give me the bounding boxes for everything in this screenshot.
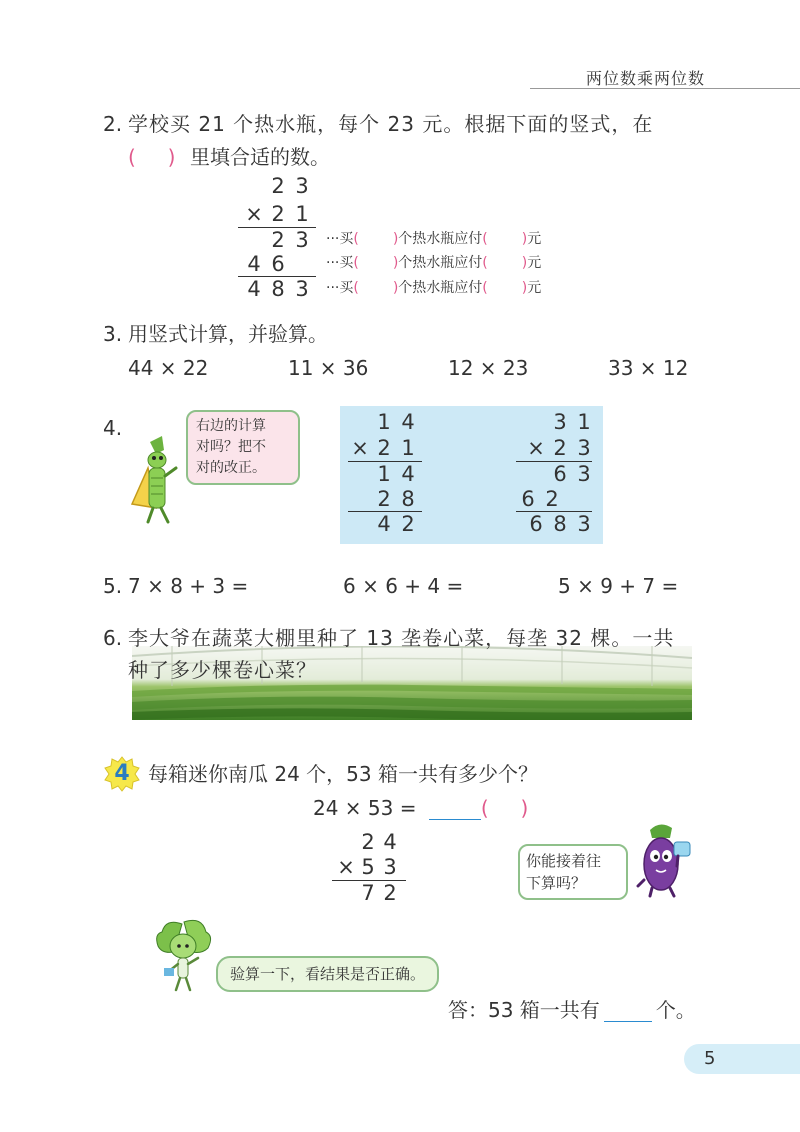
- answer-suffix: 个。: [655, 998, 696, 1022]
- page-number: 5: [704, 1048, 716, 1069]
- digit: 2: [545, 487, 559, 511]
- q3-number: 3.: [103, 322, 123, 346]
- digit: 4: [247, 252, 261, 276]
- digit: 3: [295, 277, 309, 301]
- q5-expr: 6 × 6 + 4 =: [343, 574, 464, 598]
- paren-left: (: [353, 255, 359, 271]
- example-badge-number: 4: [114, 761, 130, 786]
- note-buy: 买: [339, 280, 354, 296]
- q2-note-row: [326, 230, 541, 248]
- ex4-eq-text: 24 × 53 =: [313, 796, 417, 820]
- digit: 1: [377, 410, 391, 434]
- note-mid: 个热水瓶应付: [398, 280, 483, 296]
- header-title: 两位数乘两位数: [586, 69, 706, 88]
- q3-expr: 12 × 23: [448, 356, 529, 380]
- ex4-text: 每箱迷你南瓜 24 个，53 箱一共有多少个？: [148, 762, 538, 786]
- bubble-line: 下算吗？: [526, 874, 587, 892]
- digit: 6: [521, 487, 535, 511]
- q3-expr: 11 × 36: [288, 356, 369, 380]
- digit: 1: [377, 462, 391, 486]
- q2-line1: 学校买 21 个热水瓶，每个 23 元。根据下面的竖式，在: [128, 112, 654, 136]
- eggplant-character-icon: [630, 820, 700, 900]
- digit: 2: [271, 202, 285, 226]
- q3-text: 用竖式计算，并验算。: [128, 322, 328, 346]
- paren-left: (: [353, 280, 359, 296]
- q2-number: 2.: [103, 112, 123, 136]
- digit: 8: [553, 512, 567, 536]
- digit: 3: [577, 462, 591, 486]
- digit: 4: [383, 830, 397, 854]
- ex4-paren: ( ): [480, 796, 529, 820]
- digit: 2: [377, 487, 391, 511]
- note-yuan: 元: [527, 231, 542, 247]
- digit: 3: [295, 174, 309, 198]
- digit: 3: [553, 410, 567, 434]
- paren-right: ): [521, 255, 528, 271]
- digit: 2: [271, 228, 285, 252]
- ex4-equation: [313, 796, 528, 820]
- cabbage-character-icon: [152, 918, 216, 992]
- note-yuan: 元: [527, 255, 542, 271]
- paren-right: ): [392, 255, 399, 271]
- digit: 2: [383, 881, 397, 905]
- digit: 4: [377, 512, 391, 536]
- digit: 3: [295, 228, 309, 252]
- times-sign: ×: [337, 855, 355, 879]
- digit: 2: [377, 436, 391, 460]
- digit: 1: [401, 436, 415, 460]
- note-mid: 个热水瓶应付: [398, 255, 483, 271]
- q5-expr: 5 × 9 + 7 =: [558, 574, 679, 598]
- digit: 3: [577, 436, 591, 460]
- bubble-line: 对吗？把不: [196, 439, 266, 455]
- q2-vertical-calc: [230, 172, 330, 302]
- paren-left: (: [482, 231, 488, 247]
- digit: 7: [361, 881, 375, 905]
- digit: 1: [577, 410, 591, 434]
- digit: 2: [553, 436, 567, 460]
- q2-note-row: [326, 279, 541, 297]
- dots: ···: [326, 255, 340, 271]
- digit: 6: [553, 462, 567, 486]
- ex4-bottom-bubble: 验算一下，看结果是否正确。: [216, 956, 439, 992]
- q2-line2: 里填合适的数。: [190, 145, 330, 169]
- digit: 4: [401, 462, 415, 486]
- q4-number: 4.: [103, 416, 123, 440]
- paren-right: ): [392, 231, 399, 247]
- q4-calc-b: [516, 410, 596, 540]
- paren-left: (: [482, 255, 488, 271]
- pencil-character-icon: [126, 434, 186, 530]
- note-buy: 买: [339, 231, 354, 247]
- q4-calc-a: [348, 410, 428, 540]
- q2-paren: ( ): [128, 145, 176, 169]
- page-number-tab: [684, 1044, 800, 1074]
- paren-left: (: [482, 280, 488, 296]
- digit: 6: [529, 512, 543, 536]
- bubble-line: 对的改正。: [196, 460, 266, 476]
- q5-expr: 7 × 8 + 3 =: [128, 574, 249, 598]
- ex4-right-bubble: [518, 844, 628, 900]
- digit: 8: [271, 277, 285, 301]
- digit: 1: [295, 202, 309, 226]
- times-sign: ×: [351, 436, 369, 460]
- ex4-answer: [448, 998, 696, 1022]
- digit: 2: [271, 174, 285, 198]
- bubble-line: 右边的计算: [196, 418, 266, 434]
- digit: 6: [271, 252, 285, 276]
- digit: 4: [401, 410, 415, 434]
- note-buy: 买: [339, 255, 354, 271]
- q3-expr: 44 × 22: [128, 356, 209, 380]
- q6-number: 6.: [103, 626, 123, 650]
- dots: ···: [326, 231, 340, 247]
- paren-right: ): [521, 231, 528, 247]
- digit: 2: [361, 830, 375, 854]
- bubble-line: 你能接着往: [526, 852, 602, 870]
- digit: 3: [383, 855, 397, 879]
- answer-blank[interactable]: [429, 799, 481, 820]
- note-yuan: 元: [527, 280, 542, 296]
- answer-prefix: 答：53 箱一共有: [448, 998, 600, 1022]
- digit: 4: [247, 277, 261, 301]
- q2-note-row: [326, 254, 541, 272]
- paren-right: ): [392, 280, 399, 296]
- q3-expr: 33 × 12: [608, 356, 689, 380]
- q6-line2: 种了多少棵卷心菜？: [128, 658, 317, 682]
- ex4-vertical-calc: [330, 830, 410, 910]
- digit: 3: [577, 512, 591, 536]
- answer-blank[interactable]: [604, 1001, 652, 1022]
- digit: 5: [361, 855, 375, 879]
- q5-number: 5.: [103, 574, 123, 598]
- digit: 8: [401, 487, 415, 511]
- digit: 2: [401, 512, 415, 536]
- times-sign: ×: [527, 436, 545, 460]
- dots: ···: [326, 280, 340, 296]
- paren-left: (: [353, 231, 359, 247]
- times-sign: ×: [245, 202, 263, 226]
- q4-speech-bubble: [186, 410, 300, 485]
- paren-right: ): [521, 280, 528, 296]
- note-mid: 个热水瓶应付: [398, 231, 483, 247]
- q6-line1: 李大爷在蔬菜大棚里种了 13 垄卷心菜，每垄 32 棵。一共: [128, 626, 675, 650]
